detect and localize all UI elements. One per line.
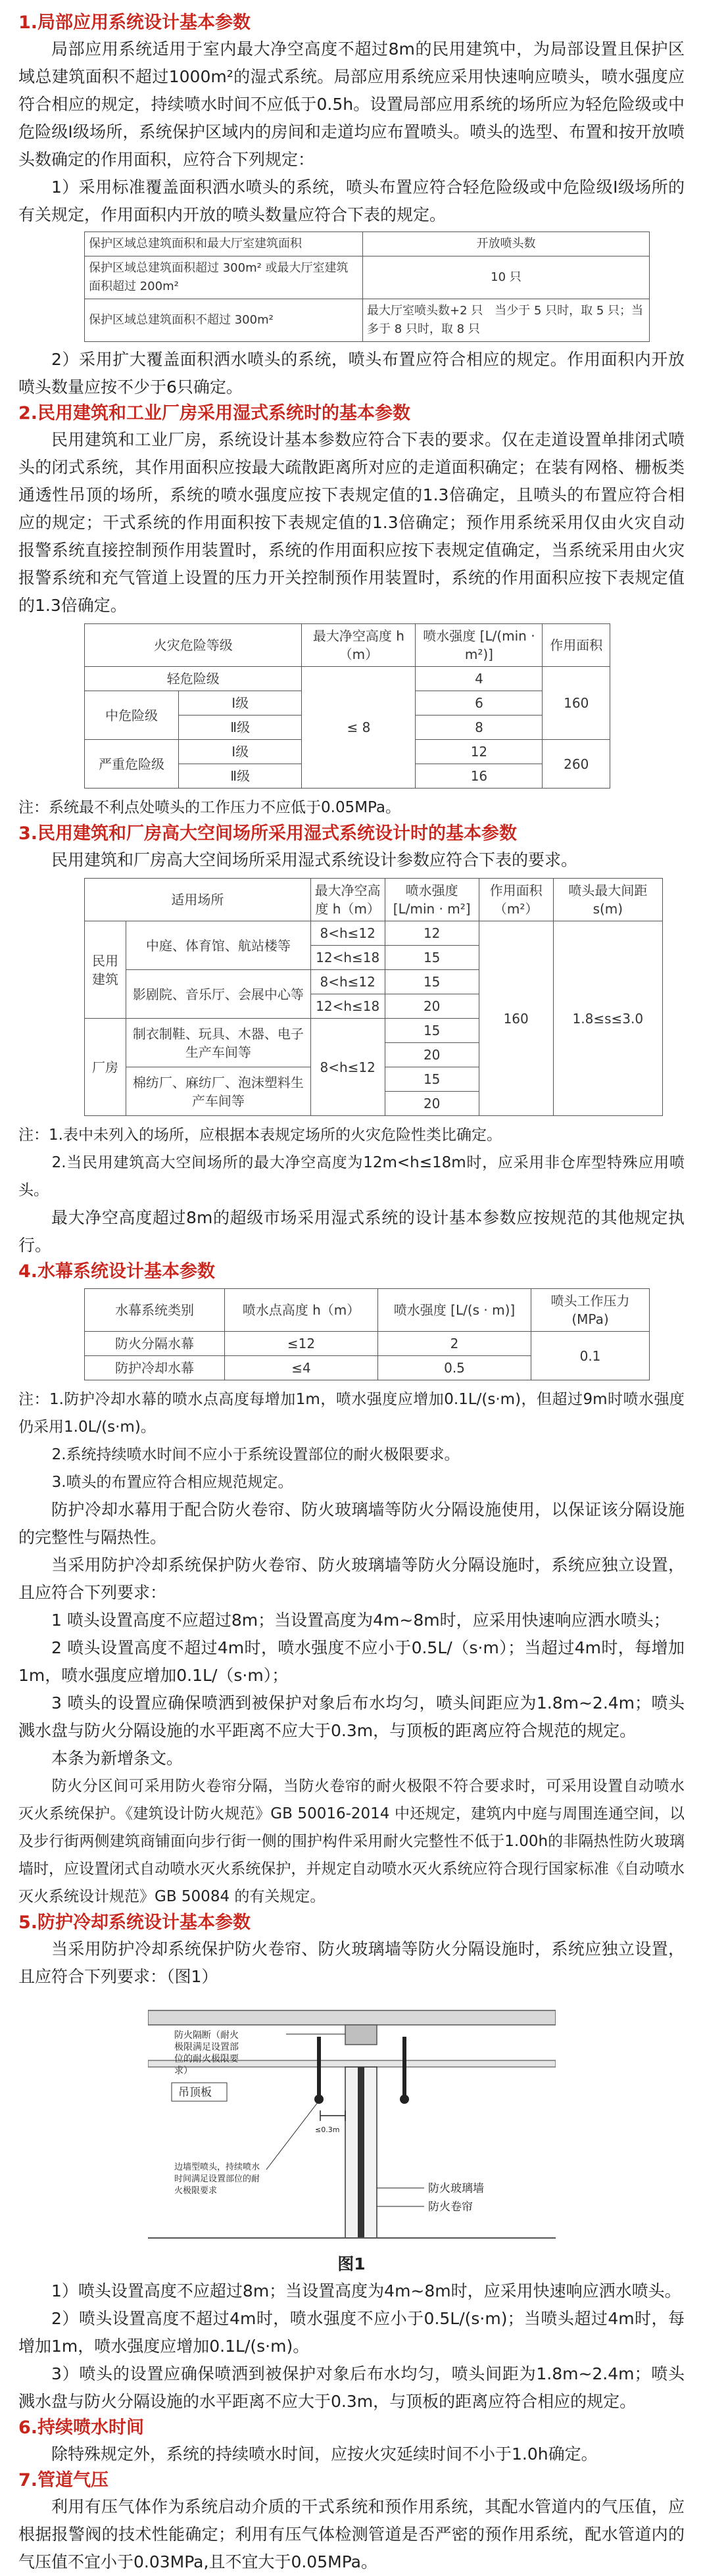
table-cell: 8<h≤12 bbox=[310, 921, 385, 946]
table-cell: 12<h≤18 bbox=[310, 946, 385, 970]
section-5-title: 5.防护冷却系统设计基本参数 bbox=[18, 1912, 251, 1933]
table-header-height: 喷水点高度 h（m） bbox=[225, 1289, 378, 1332]
table-cell: 中危险级 bbox=[85, 691, 179, 740]
section-3-paragraph-2: 最大净空高度超过8m的超级市场采用湿式系统的设计基本参数应按规范的其他规定执行。 bbox=[18, 1208, 685, 1255]
section-7-paragraph-1: 利用有压气体作为系统启动介质的干式系统和预作用系统，其配水管道内的气压值，应根据报警阀的技术性能确定；利用有压气体检测管道是否严密的预作用系统，配水管道内的气压值不宜小于0.03MPa,且不宜大于0.05MPa。 bbox=[18, 2497, 685, 2571]
section-4-paragraph-7: 防火分区间可采用防火卷帘分隔，当防火卷帘的耐火极限不符合要求时，可采用设置自动喷水灭火系统保护。《建筑设计防火规范》GB 50016-2014 中还规定，建筑内中庭与周围连通空间，以及步行街两侧建筑商铺面向步行街一侧的围护构件采用耐火完整性不低于1.00h的非隔热性防火玻璃墙时，应设置闭式自动喷水灭火系统保护，并规定自动喷水灭火系统应符合现行国家标准《自动喷水灭火系统设计规范》GB 50084 的有关规定。 bbox=[18, 1778, 685, 1905]
section-2-title: 2.民用建筑和工业厂房采用湿式系统时的基本参数 bbox=[18, 403, 411, 424]
section-4-paragraph-1: 防护冷却水幕用于配合防火卷帘、防火玻璃墙等防火分隔设施使用，以保证该分隔设施的完整性与隔热性。 bbox=[18, 1500, 685, 1547]
table-cell: 20 bbox=[385, 1043, 479, 1067]
table-cell: 20 bbox=[385, 1092, 479, 1116]
table-cell: 影剧院、音乐厅、会展中心等 bbox=[126, 970, 311, 1019]
section-3-paragraph-1: 民用建筑和厂房高大空间场所采用湿式系统设计参数应符合下表的要求。 bbox=[51, 850, 578, 869]
section-5-paragraph-1: 当采用防护冷却系统保护防火卷帘、防火玻璃墙等防火分隔设施时，系统应独立设置，且应符合下列要求：（图1） bbox=[18, 1939, 685, 1986]
table-header-intensity: 喷水强度 [L/min · m²] bbox=[385, 879, 479, 921]
table-cell: 1.8≤s≤3.0 bbox=[553, 921, 662, 1116]
section-6-paragraph-1: 除特殊规定外，系统的持续喷水时间，应按火灾延续时间不小于1.0h确定。 bbox=[51, 2444, 598, 2464]
table-cell: ≤4 bbox=[225, 1356, 378, 1380]
table-cell: 中庭、体育馆、航站楼等 bbox=[126, 921, 311, 970]
section-3-note-1: 注：1.表中未列入的场所，应根据本表规定场所的火灾危险性类比确定。 bbox=[18, 1127, 502, 1144]
table-header-height: 最大净空高度 h（m） bbox=[310, 879, 385, 921]
section-1-paragraph-2: 1）采用标准覆盖面积洒水喷头的系统，喷头布置应符合轻危险级或中危险级Ⅰ级场所的有关规定，作用面积内开放的喷头数量应符合下表的规定。 bbox=[18, 178, 685, 224]
table-cell: Ⅱ级 bbox=[179, 716, 302, 740]
table-cell: Ⅰ级 bbox=[179, 691, 302, 716]
label-partition: 位的耐火极限要 bbox=[174, 2054, 239, 2064]
table-cell: 防护冷却水幕 bbox=[85, 1356, 225, 1380]
section-5-paragraph-3: 2）喷头设置高度不超过4m时，喷水强度不应小于0.5L/(s·m)；当喷头超过4m时，每增加1m，喷水强度应增加0.1L/(s·m)。 bbox=[18, 2309, 685, 2356]
table-cell: 16 bbox=[416, 764, 543, 789]
section-4-note-3: 3.喷头的布置应符合相应规范规定。 bbox=[51, 1474, 293, 1491]
label-sidewall-sprinkler: 边墙型喷头，持续喷水 bbox=[174, 2162, 260, 2172]
table-cell: 制衣制鞋、玩具、木器、电子生产车间等 bbox=[126, 1019, 311, 1067]
table-cell: 160 bbox=[479, 921, 553, 1116]
table-cell: 4 bbox=[416, 667, 543, 691]
section-1-title: 1.局部应用系统设计基本参数 bbox=[18, 12, 251, 33]
table-cell: 12 bbox=[385, 921, 479, 946]
table-header-pressure: 喷头工作压力(MPa) bbox=[531, 1289, 650, 1332]
table-high-space-parameters bbox=[84, 878, 663, 1116]
figure-caption: 图1 bbox=[337, 2254, 366, 2273]
table-header-place: 适用场所 bbox=[85, 879, 311, 921]
table-header-height: 最大净空高度 h（m） bbox=[302, 624, 416, 667]
table-cell: 15 bbox=[385, 1019, 479, 1043]
section-3-title: 3.民用建筑和厂房高大空间场所采用湿式系统设计时的基本参数 bbox=[18, 823, 518, 844]
table-water-curtain bbox=[84, 1288, 650, 1380]
figure-protective-cooling bbox=[148, 1997, 556, 2247]
table-cell: 0.1 bbox=[531, 1332, 650, 1380]
section-7-title: 7.管道气压 bbox=[18, 2470, 109, 2491]
label-dimension: ≤0.3m bbox=[314, 2126, 339, 2134]
table-cell: 15 bbox=[385, 1067, 479, 1092]
label-ceiling: 吊顶板 bbox=[178, 2086, 212, 2099]
table-cell: 厂房 bbox=[85, 1019, 126, 1116]
fire-partition-beam bbox=[345, 2025, 377, 2045]
table-cell: 20 bbox=[385, 994, 479, 1019]
table-cell: 保护区域总建筑面积不超过 300m² bbox=[85, 299, 363, 342]
table-header-area: 保护区域总建筑面积和最大厅室建筑面积 bbox=[85, 232, 363, 256]
section-4-note-1: 注：1.防护冷却水幕的喷水点高度每增加1m，喷水强度应增加0.1L/(s·m)，但超过9m时喷水强度仍采用1.0L/(s·m)。 bbox=[18, 1391, 685, 1436]
table-cell: 0.5 bbox=[378, 1356, 531, 1380]
table-cell: Ⅱ级 bbox=[179, 764, 302, 789]
table-header-intensity: 喷水强度 [L/(min · m²)] bbox=[416, 624, 543, 667]
label-partition: 求） bbox=[174, 2066, 193, 2076]
table-cell: 棉纺厂、麻纺厂、泡沫塑料生产车间等 bbox=[126, 1067, 311, 1116]
section-4-paragraph-3: 1 喷头设置高度不应超过8m；当设置高度为4m~8m时，应采用快速响应洒水喷头； bbox=[51, 1611, 670, 1630]
section-3-note-2: 2.当民用建筑高大空间场所的最大净空高度为12m<h≤18m时，应采用非仓库型特殊应用喷头。 bbox=[18, 1154, 685, 1199]
table-hazard-parameters bbox=[84, 623, 610, 789]
table-cell: 最大厅室喷头数+2 只 当少于 5 只时，取 5 只；当多于 8 只时，取 8 只 bbox=[363, 299, 650, 342]
table-cell: 轻危险级 bbox=[85, 667, 302, 691]
table-cell: 8<h≤12 bbox=[310, 970, 385, 994]
table-header-area: 作用面积 bbox=[543, 624, 610, 667]
table-cell: 6 bbox=[416, 691, 543, 716]
section-5-paragraph-4: 3）喷头的设置应确保喷洒到被保护对象后布水均匀，喷头间距为1.8m~2.4m；喷头溅水盘与防火分隔设施的水平距离不应大于0.3m，与顶板的距离应符合相应的规定。 bbox=[18, 2364, 685, 2411]
table-cell: ≤ 8 bbox=[302, 667, 416, 789]
table-cell: Ⅰ级 bbox=[179, 740, 302, 764]
section-4-paragraph-2: 当采用防护冷却系统保护防火卷帘、防火玻璃墙等防火分隔设施时，系统应独立设置，且应符合下列要求： bbox=[18, 1555, 685, 1602]
table-cell: 12<h≤18 bbox=[310, 994, 385, 1019]
table-open-sprinkler-count bbox=[84, 231, 650, 342]
section-2-paragraph-1: 民用建筑和工业厂房，系统设计基本参数应符合下表的要求。仅在走道设置单排闭式喷头的闭式系统，其作用面积应按最大疏散距离所对应的走道面积确定；在装有网格、栅板类通透性吊顶的场所，系统的喷水强度应按下表规定值的1.3倍确定，且喷头的布置应符合相应的规定；干式系统的作用面积按下表规定值的1.3倍确定；预作用系统采用仅由火灾自动报警系统直接控制预作用装置时，系统的作用面积应按下表规定值确定，当系统采用由火灾报警系统和充气管道上设置的压力开关控制预作用装置时，系统的作用面积应按下表规定值的1.3倍确定。 bbox=[18, 430, 685, 615]
label-sidewall-sprinkler: 火极限要求 bbox=[174, 2186, 217, 2196]
section-1-paragraph-1: 局部应用系统适用于室内最大净空高度不超过8m的民用建筑中，为局部设置且保护区域总建筑面积不超过1000m²的湿式系统。局部应用系统应采用快速响应喷头，喷水强度应符合相应的规定，持续喷水时间不应低于0.5h。设置局部应用系统的场所应为轻危险级或中危险级Ⅰ级场所，系统保护区域内的房间和走道均应布置喷头。喷头的选型、布置和按开放喷头数确定的作用面积，应符合下列规定： bbox=[18, 39, 685, 169]
section-6-title: 6.持续喷水时间 bbox=[18, 2418, 145, 2438]
table-header-area: 作用面积（m²） bbox=[479, 879, 553, 921]
table-header-spacing: 喷头最大间距 s(m) bbox=[553, 879, 662, 921]
table-cell: 防火分隔水幕 bbox=[85, 1332, 225, 1356]
label-glass-wall: 防火玻璃墙 bbox=[427, 2182, 484, 2195]
sprinkler-head-icon bbox=[314, 2095, 324, 2104]
section-2-note: 注：系统最不利点处喷头的工作压力不应低于0.05MPa。 bbox=[18, 799, 400, 816]
section-4-title: 4.水幕系统设计基本参数 bbox=[18, 1261, 216, 1282]
floor-slab bbox=[148, 2010, 556, 2025]
section-4-paragraph-6: 本条为新增条文。 bbox=[51, 1749, 183, 1768]
table-cell: 8<h≤12 bbox=[310, 1019, 385, 1116]
section-4-paragraph-4: 2 喷头设置高度不超过4m时，喷水强度不应小于0.5L/（s·m）；当超过4m时，每增加1m，喷水强度应增加0.1L/（s·m）； bbox=[18, 1638, 685, 1685]
table-header-count: 开放喷头数 bbox=[363, 232, 650, 256]
section-5-paragraph-2: 1）喷头设置高度不应超过8m；当设置高度为4m~8m时，应采用快速响应洒水喷头。 bbox=[51, 2281, 681, 2300]
table-cell: 15 bbox=[385, 946, 479, 970]
label-shutter: 防火卷帘 bbox=[427, 2200, 473, 2214]
section-1-paragraph-3: 2）采用扩大覆盖面积洒水喷头的系统，喷头布置应符合相应的规定。作用面积内开放喷头数量应按不少于6只确定。 bbox=[18, 350, 685, 397]
table-header-intensity: 喷水强度 [L/(s · m)] bbox=[378, 1289, 531, 1332]
table-cell: 10 只 bbox=[363, 256, 650, 299]
table-cell: 民用建筑 bbox=[85, 921, 126, 1019]
table-cell: ≤12 bbox=[225, 1332, 378, 1356]
table-cell: 严重危险级 bbox=[85, 740, 179, 789]
leader-line bbox=[266, 2102, 318, 2170]
table-cell: 8 bbox=[416, 716, 543, 740]
label-partition: 极限满足设置部 bbox=[174, 2042, 239, 2053]
table-cell: 保护区域总建筑面积超过 300m² 或最大厅室建筑面积超过 200m² bbox=[85, 256, 363, 299]
figure-drawing bbox=[148, 1997, 556, 2247]
table-cell: 12 bbox=[416, 740, 543, 764]
section-4-paragraph-5: 3 喷头的设置应确保喷洒到被保护对象后布水均匀，喷头间距应为1.8m~2.4m；喷头溅水盘与防火分隔设施的水平距离不应大于0.3m，与顶板的距离应符合规范的规定。 bbox=[18, 1693, 685, 1740]
table-cell: 260 bbox=[543, 740, 610, 789]
label-partition: 防火隔断（耐火 bbox=[174, 2030, 239, 2041]
label-sidewall-sprinkler: 时间满足设置部位的耐 bbox=[174, 2174, 260, 2184]
table-header-type: 水幕系统类别 bbox=[85, 1289, 225, 1332]
section-4-note-2: 2.系统持续喷水时间不应小于系统设置部位的耐火极限要求。 bbox=[51, 1446, 460, 1463]
table-header-level: 火灾危险等级 bbox=[85, 624, 302, 667]
table-cell: 15 bbox=[385, 970, 479, 994]
sprinkler-head-icon bbox=[400, 2095, 409, 2104]
table-cell: 160 bbox=[543, 667, 610, 740]
table-cell: 2 bbox=[378, 1332, 531, 1356]
